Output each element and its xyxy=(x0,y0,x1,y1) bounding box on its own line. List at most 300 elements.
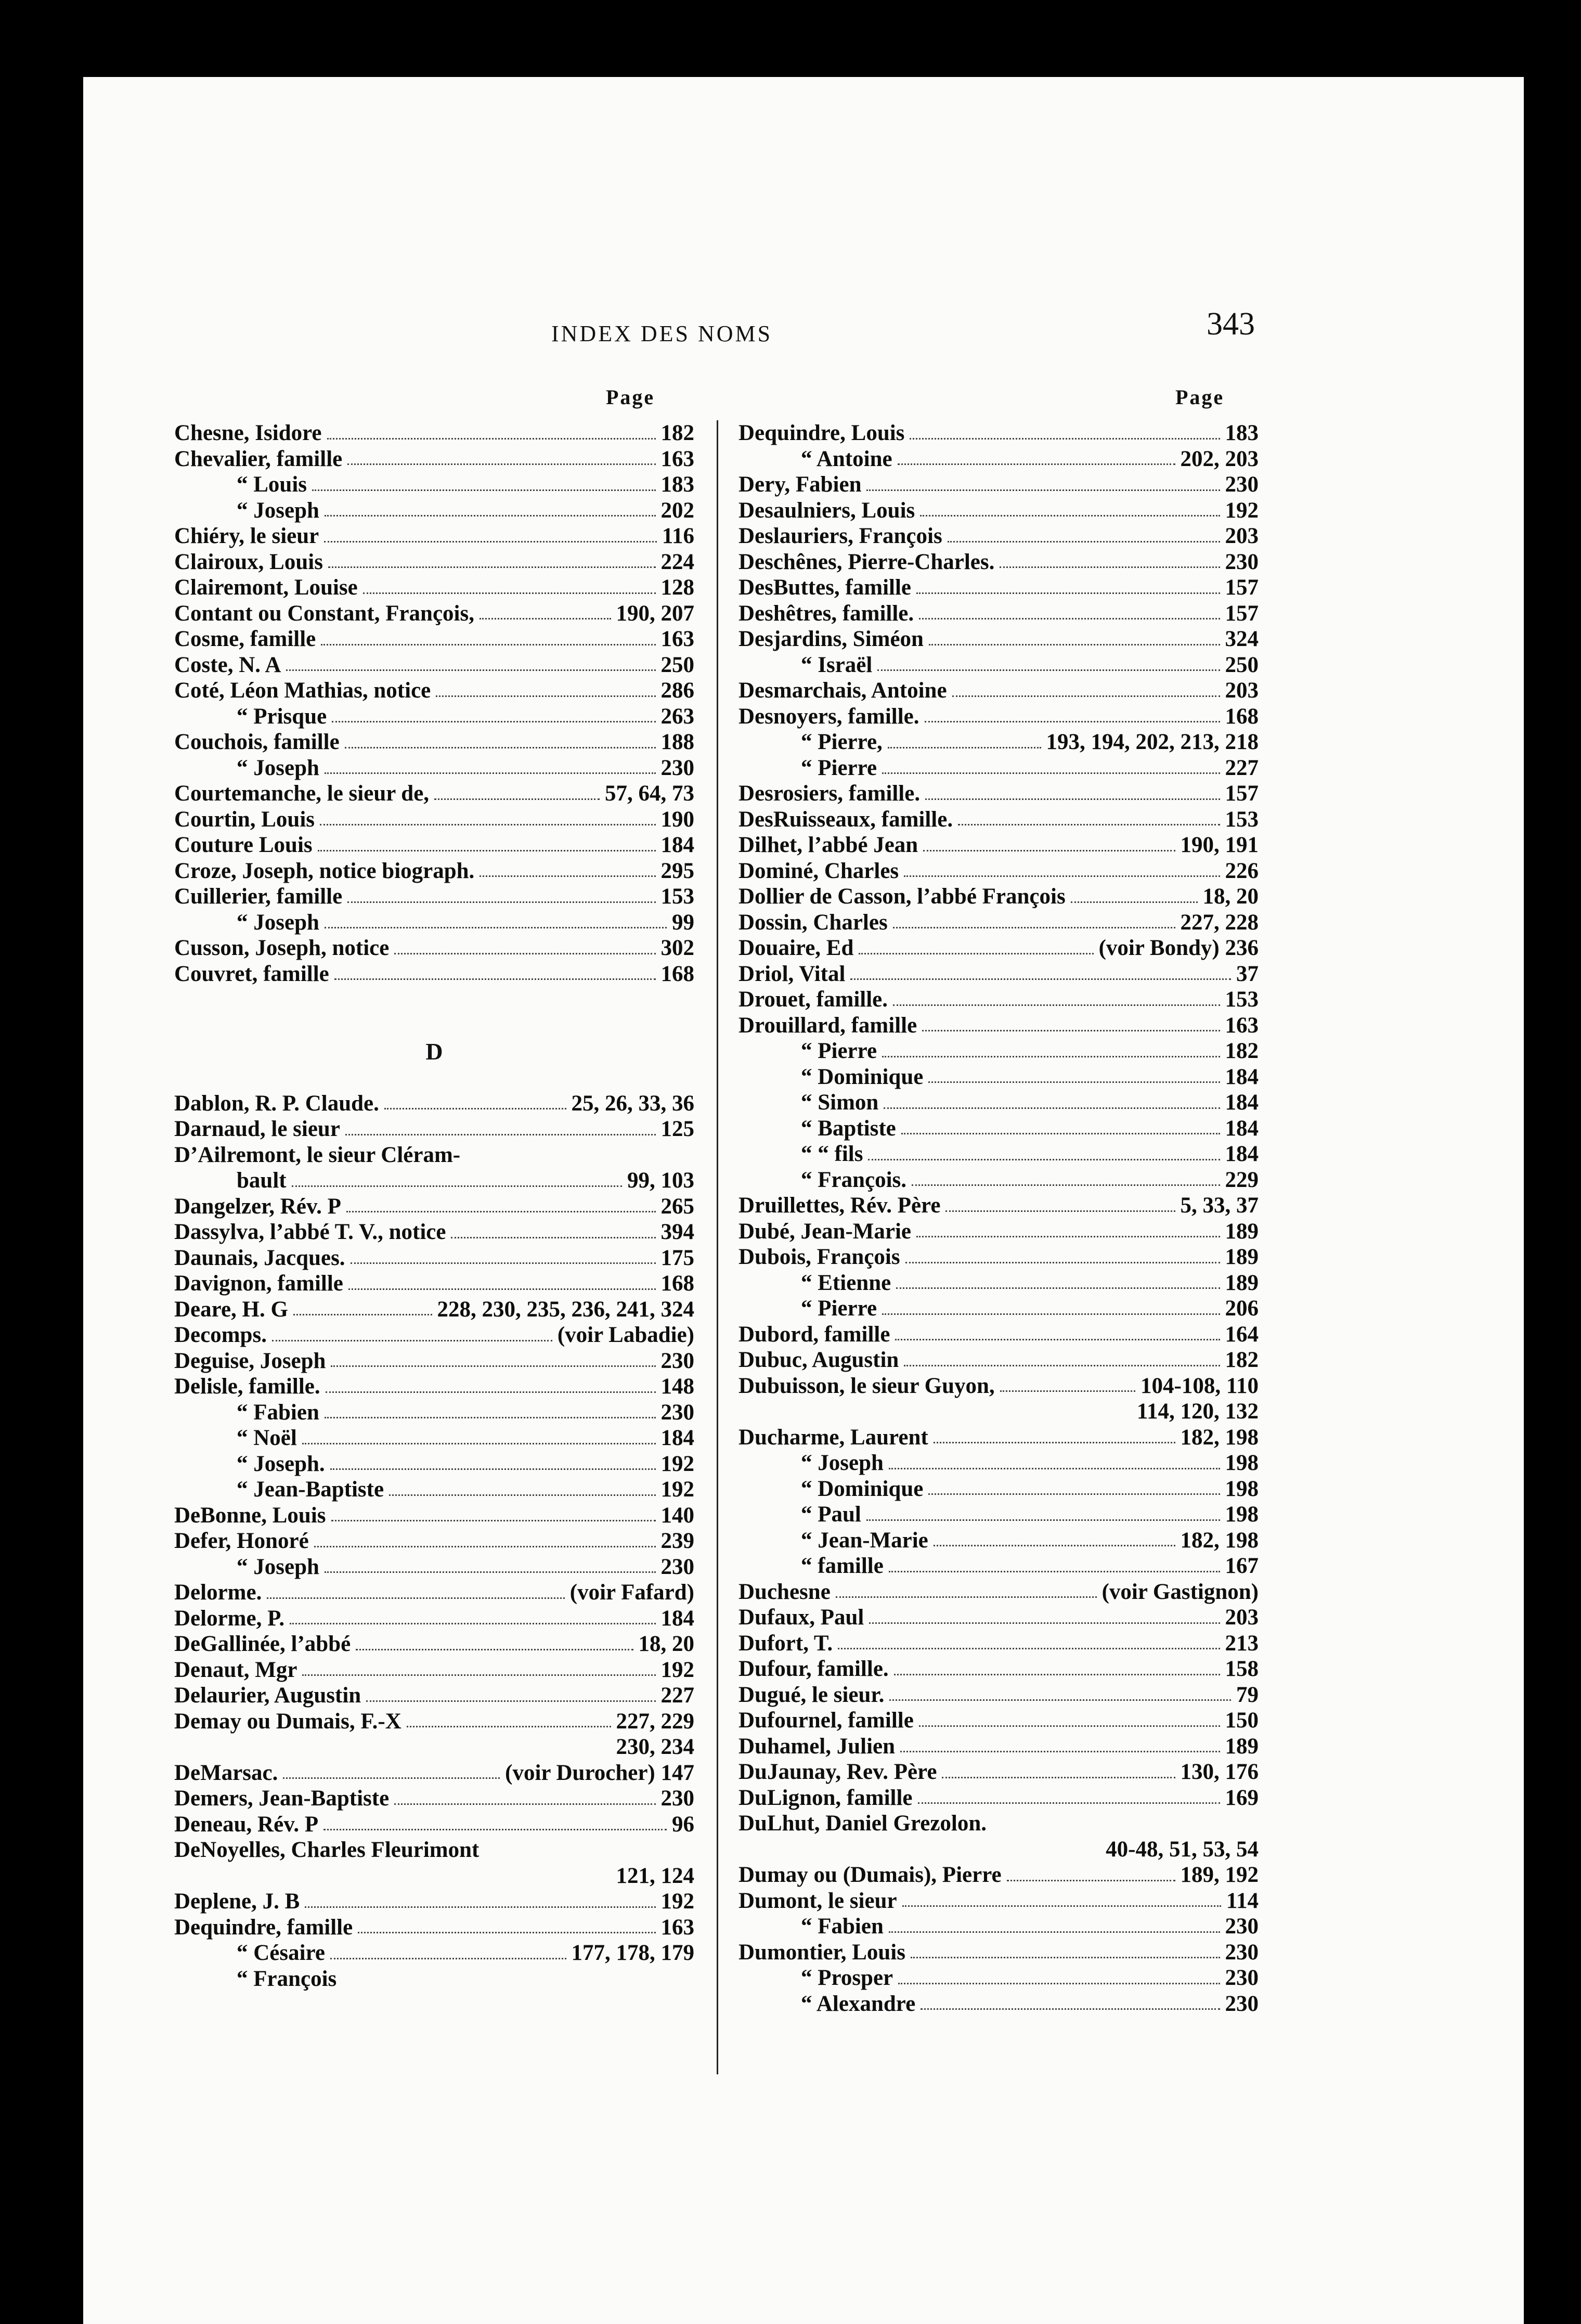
entry-page-ref: 188 xyxy=(660,730,694,754)
index-entry xyxy=(738,1064,1259,1090)
entry-name: “ “ fils xyxy=(801,1142,863,1166)
entry-name: Dubois, François xyxy=(738,1245,900,1269)
entry-page-ref: 263 xyxy=(660,704,694,729)
entry-page-ref: 184 xyxy=(660,1606,694,1631)
dot-leader xyxy=(889,1553,1220,1572)
entry-name: DeBonne, Louis xyxy=(174,1503,326,1528)
entry-page-ref: 157 xyxy=(1225,601,1259,626)
dot-leader xyxy=(351,1245,656,1264)
dot-leader xyxy=(330,1451,656,1470)
index-entry xyxy=(174,1374,694,1400)
entry-name: “ famille xyxy=(801,1554,884,1578)
entry-page-ref: 164 xyxy=(1225,1322,1259,1347)
entry-page-ref: 230 xyxy=(1225,1991,1259,2016)
index-entry xyxy=(738,472,1259,498)
entry-name: “ Dominique xyxy=(801,1476,924,1501)
entry-name: Dequindre, Louis xyxy=(738,421,905,445)
dot-leader xyxy=(283,1760,500,1779)
entry-page-ref: 25, 26, 33, 36 xyxy=(571,1091,694,1116)
running-header xyxy=(83,306,1524,368)
dot-leader xyxy=(942,1759,1175,1778)
dot-leader xyxy=(330,1940,566,1959)
entry-name: “ Baptiste xyxy=(801,1116,896,1141)
dot-leader xyxy=(877,652,1220,672)
dot-leader xyxy=(346,1194,656,1213)
dot-leader xyxy=(267,1580,564,1599)
entry-name: “ Etienne xyxy=(801,1270,891,1295)
dot-leader xyxy=(324,523,657,543)
dot-leader xyxy=(895,1322,1220,1341)
entry-name: Davignon, famille xyxy=(174,1271,343,1296)
entry-name: Darnaud, le sieur xyxy=(174,1117,340,1141)
index-entry xyxy=(174,1760,694,1786)
entry-page-ref: 230 xyxy=(1225,549,1259,574)
entry-name: Deneau, Rév. P xyxy=(174,1812,319,1837)
entry-name: Coste, N. A xyxy=(174,652,281,677)
entry-name: “ Pierre xyxy=(801,1039,877,1063)
index-entry xyxy=(174,1168,694,1194)
dot-leader xyxy=(934,1528,1175,1547)
dot-leader xyxy=(290,1606,655,1625)
index-entry xyxy=(174,729,694,755)
index-entry xyxy=(738,704,1259,730)
entry-page-ref: 203 xyxy=(1225,678,1259,703)
entry-name: Dilhet, l’abbé Jean xyxy=(738,833,918,857)
index-entry xyxy=(174,1889,694,1915)
dot-leader xyxy=(923,832,1175,851)
entry-name: “ Jean-Marie xyxy=(801,1528,928,1553)
dot-leader xyxy=(888,729,1041,748)
index-entry xyxy=(174,626,694,652)
dot-leader xyxy=(328,549,656,569)
entry-name: bault xyxy=(237,1168,287,1193)
entry-page-ref: 394 xyxy=(660,1220,694,1244)
entry-name: “ Pierre xyxy=(801,1296,877,1321)
index-entry xyxy=(174,1219,694,1245)
index-entry xyxy=(174,1271,694,1297)
dot-leader xyxy=(893,910,1175,929)
entry-name: Delisle, famille. xyxy=(174,1374,320,1399)
dot-leader xyxy=(866,1502,1220,1521)
entry-page-ref: 163 xyxy=(660,627,694,651)
entry-page-ref: 40-48, 51, 53, 54 xyxy=(1106,1837,1259,1862)
index-entry xyxy=(738,601,1259,627)
entry-page-ref: 182 xyxy=(1225,1039,1259,1063)
entry-page-ref: 37 xyxy=(1236,961,1259,986)
entry-page-ref: 192 xyxy=(660,1477,694,1502)
index-entry xyxy=(174,807,694,833)
entry-page-ref: 202 xyxy=(660,498,694,523)
index-entry xyxy=(174,420,694,446)
entry-page-ref: 189 xyxy=(1225,1219,1259,1244)
index-entry xyxy=(174,1091,694,1117)
dot-leader xyxy=(836,1579,1097,1598)
dot-leader xyxy=(347,884,655,903)
entry-name: Chiéry, le sieur xyxy=(174,524,319,548)
entry-page-ref: 5, 33, 37 xyxy=(1180,1193,1259,1218)
entry-name: Dubord, famille xyxy=(738,1322,890,1347)
entry-name: Dufour, famille. xyxy=(738,1657,889,1681)
entry-name: Dery, Fabien xyxy=(738,472,862,497)
entry-name: “ Noël xyxy=(237,1426,297,1450)
entry-page-ref: 150 xyxy=(1225,1708,1259,1733)
entry-page-ref: 228, 230, 235, 236, 241, 324 xyxy=(437,1297,694,1322)
entry-name: Clairoux, Louis xyxy=(174,549,323,574)
entry-page-ref: 184 xyxy=(660,833,694,857)
section-letter: D xyxy=(425,1038,443,1065)
dot-leader xyxy=(898,1965,1220,1984)
index-entry xyxy=(738,987,1259,1013)
dot-leader xyxy=(889,1682,1231,1701)
index-entry xyxy=(174,884,694,910)
entry-name: Dumay ou (Dumais), Pierre xyxy=(738,1863,1002,1887)
dot-leader xyxy=(366,1683,655,1702)
entry-name: Croze, Joseph, notice biograph. xyxy=(174,858,475,883)
index-entry xyxy=(738,1785,1259,1811)
entry-name: DuJaunay, Rev. Père xyxy=(738,1760,937,1784)
entry-name: “ Pierre, xyxy=(801,730,883,754)
entry-page-ref: 104-108, 110 xyxy=(1141,1373,1259,1398)
index-entry xyxy=(174,1812,694,1838)
right-page-column-heading: Page xyxy=(1175,385,1225,409)
index-entry xyxy=(738,1322,1259,1348)
dot-leader xyxy=(356,1631,633,1650)
entry-name: “ Fabien xyxy=(801,1914,884,1939)
entry-page-ref: 153 xyxy=(660,884,694,909)
entry-name: DeNoyelles, Charles Fleurimont xyxy=(174,1838,480,1862)
dot-leader xyxy=(394,1786,655,1805)
entry-page-ref: 114, 120, 132 xyxy=(1136,1399,1259,1424)
entry-name: Coté, Léon Mathias, notice xyxy=(174,678,431,703)
index-entry xyxy=(738,1862,1259,1888)
entry-name: Desmarchais, Antoine xyxy=(738,678,947,703)
entry-page-ref: 226 xyxy=(1225,858,1259,883)
index-entry xyxy=(174,1142,694,1168)
dot-leader xyxy=(451,1219,655,1238)
dot-leader xyxy=(347,446,655,466)
dot-leader xyxy=(384,1091,566,1110)
entry-page-ref: 230 xyxy=(660,1400,694,1425)
dot-leader xyxy=(312,472,655,491)
entry-name: Drouillard, famille xyxy=(738,1013,917,1038)
dot-leader xyxy=(900,1734,1220,1753)
entry-name: “ Louis xyxy=(237,472,307,497)
dot-leader xyxy=(866,472,1220,491)
entry-name: Ducharme, Laurent xyxy=(738,1425,928,1450)
index-entry xyxy=(174,472,694,498)
dot-leader xyxy=(272,1322,552,1341)
index-entry xyxy=(174,961,694,987)
dot-leader xyxy=(894,1656,1220,1675)
entry-name: “ Paul xyxy=(801,1502,861,1527)
entry-name: Demers, Jean-Baptiste xyxy=(174,1786,390,1811)
entry-name: Dumontier, Louis xyxy=(738,1940,905,1965)
entry-name: Contant ou Constant, François, xyxy=(174,601,474,626)
index-entry xyxy=(174,523,694,549)
index-entry xyxy=(174,1915,694,1941)
index-entry xyxy=(174,601,694,627)
dot-leader xyxy=(882,1038,1220,1057)
dot-leader xyxy=(325,1554,656,1573)
entry-page-ref: 167 xyxy=(1225,1554,1259,1578)
entry-name: Cusson, Joseph, notice xyxy=(174,936,390,960)
entry-page-ref: 130, 176 xyxy=(1180,1760,1259,1784)
entry-page-ref: 116 xyxy=(662,524,694,548)
dot-leader xyxy=(925,781,1220,800)
entry-name: “ Joseph xyxy=(801,1451,884,1475)
entry-name: DesRuisseaux, famille. xyxy=(738,807,953,832)
index-entry xyxy=(174,910,694,936)
entry-page-ref: 148 xyxy=(660,1374,694,1399)
entry-name: Daunais, Jacques. xyxy=(174,1245,345,1270)
entry-page-ref: 189 xyxy=(1225,1734,1259,1759)
dot-leader xyxy=(480,858,655,877)
index-entry xyxy=(738,1038,1259,1064)
entry-page-ref: 57, 64, 73 xyxy=(605,781,694,806)
dot-leader xyxy=(920,498,1220,517)
entry-page-ref: 250 xyxy=(660,652,694,677)
entry-page-ref: 18, 20 xyxy=(638,1632,694,1656)
entry-name: Demay ou Dumais, F.-X xyxy=(174,1709,401,1734)
entry-page-ref: 168 xyxy=(660,961,694,986)
index-entry xyxy=(738,1476,1259,1502)
index-entry xyxy=(738,1270,1259,1296)
entry-name: Dufournel, famille xyxy=(738,1708,914,1733)
dot-leader xyxy=(305,1889,655,1908)
index-entry xyxy=(174,1245,694,1271)
entry-page-ref: 157 xyxy=(1225,575,1259,600)
index-entry xyxy=(738,1811,1259,1837)
dot-leader xyxy=(934,1425,1175,1444)
entry-name: “ Simon xyxy=(801,1090,879,1115)
entry-name: D’Ailremont, le sieur Cléram- xyxy=(174,1142,461,1167)
entry-name: Drouet, famille. xyxy=(738,987,888,1012)
dot-leader xyxy=(869,1605,1220,1624)
dot-leader xyxy=(331,1503,656,1522)
index-entry xyxy=(174,498,694,524)
index-entry xyxy=(738,1605,1259,1631)
index-entry xyxy=(738,420,1259,446)
entry-name: Dequindre, famille xyxy=(174,1915,353,1940)
entry-name xyxy=(1074,1399,1137,1425)
index-entry xyxy=(738,446,1259,472)
index-entry xyxy=(738,1347,1259,1373)
entry-page-ref: (voir Fafard) xyxy=(569,1580,694,1605)
entry-page-ref: 128 xyxy=(660,575,694,600)
entry-page-ref: 230 xyxy=(1225,1914,1259,1939)
index-entry xyxy=(174,1194,694,1220)
entry-name: Deguise, Joseph xyxy=(174,1348,326,1373)
right-index-column xyxy=(738,420,1259,2017)
entry-page-ref: 182 xyxy=(660,421,694,445)
entry-name: Druillettes, Rév. Père xyxy=(738,1193,941,1218)
index-entry xyxy=(174,549,694,575)
index-entry xyxy=(738,1425,1259,1451)
entry-page-ref: 182, 198 xyxy=(1180,1528,1259,1553)
index-entry xyxy=(174,1400,694,1426)
entry-name: “ Prosper xyxy=(801,1966,893,1990)
dot-leader xyxy=(325,755,656,774)
dot-leader xyxy=(922,1013,1220,1032)
entry-page-ref: 163 xyxy=(1225,1013,1259,1038)
entry-page-ref: 182, 198 xyxy=(1180,1425,1259,1450)
index-entry xyxy=(738,935,1259,961)
entry-name: “ Joseph xyxy=(237,498,319,523)
dot-leader xyxy=(334,961,656,980)
index-entry xyxy=(738,884,1259,910)
index-entry xyxy=(738,523,1259,549)
entry-name: “ Israël xyxy=(801,652,873,677)
entry-page-ref: 190 xyxy=(660,807,694,832)
entry-page-ref: (voir Bondy) 236 xyxy=(1098,936,1259,960)
index-entry xyxy=(738,1296,1259,1322)
dot-leader xyxy=(882,1296,1220,1315)
dot-leader xyxy=(325,498,656,517)
dot-leader xyxy=(318,832,656,851)
index-entry xyxy=(174,446,694,472)
dot-leader xyxy=(889,1450,1220,1469)
index-entry xyxy=(738,1965,1259,1991)
dot-leader xyxy=(945,1193,1175,1212)
index-entry xyxy=(738,1991,1259,2017)
entry-page-ref: 227 xyxy=(660,1683,694,1708)
index-entry xyxy=(738,1141,1259,1167)
entry-page-ref: 157 xyxy=(1225,781,1259,806)
entry-page-ref: 183 xyxy=(1225,421,1259,445)
dot-leader xyxy=(925,704,1220,723)
entry-page-ref: 230 xyxy=(660,1348,694,1373)
entry-name: Delorme. xyxy=(174,1580,262,1605)
entry-name: “ Jean-Baptiste xyxy=(237,1477,384,1502)
entry-page-ref: 182 xyxy=(1225,1348,1259,1372)
index-entry xyxy=(174,1528,694,1554)
index-entry xyxy=(738,1116,1259,1142)
entry-name: “ François xyxy=(237,1966,337,1991)
dot-leader xyxy=(1007,1862,1175,1881)
index-entry xyxy=(174,1425,694,1451)
entry-name: Dufaux, Paul xyxy=(738,1605,864,1630)
entry-page-ref: 230, 234 xyxy=(616,1735,694,1759)
dot-leader xyxy=(325,1400,656,1419)
dot-leader xyxy=(348,1271,656,1290)
index-entry xyxy=(738,1837,1259,1863)
index-entry xyxy=(738,626,1259,652)
dot-leader xyxy=(896,1270,1220,1289)
index-entry xyxy=(174,1322,694,1348)
entry-page-ref: 184 xyxy=(1225,1116,1259,1141)
dot-leader xyxy=(889,1914,1220,1933)
index-entry xyxy=(174,1940,694,1966)
entry-name: Chevalier, famille xyxy=(174,446,343,471)
entry-name: Dablon, R. P. Claude. xyxy=(174,1091,379,1116)
dot-leader xyxy=(958,807,1220,826)
entry-page-ref: 184 xyxy=(660,1426,694,1450)
dot-leader xyxy=(327,420,656,440)
entry-name: “ Joseph xyxy=(237,910,319,935)
index-entry xyxy=(174,858,694,884)
entry-name: DeMarsac. xyxy=(174,1760,278,1785)
entry-name: Duchesne xyxy=(738,1579,831,1604)
index-entry xyxy=(174,1580,694,1606)
entry-name: Dassylva, l’abbé T. V., notice xyxy=(174,1220,446,1244)
index-entry xyxy=(738,1013,1259,1039)
dot-leader xyxy=(893,987,1220,1006)
entry-page-ref: 302 xyxy=(660,936,694,960)
index-entry xyxy=(174,1786,694,1812)
dot-leader xyxy=(859,935,1093,954)
dot-leader xyxy=(838,1631,1220,1650)
dot-leader xyxy=(1071,884,1198,903)
index-entry xyxy=(174,1451,694,1477)
entry-name: Dangelzer, Rév. P xyxy=(174,1194,341,1219)
entry-page-ref: 169 xyxy=(1225,1785,1259,1810)
entry-name: “ François. xyxy=(801,1167,907,1192)
entry-page-ref: 158 xyxy=(1225,1657,1259,1681)
entry-page-ref: 192 xyxy=(660,1451,694,1476)
entry-page-ref: 96 xyxy=(672,1812,694,1837)
dot-leader xyxy=(394,935,655,954)
entry-page-ref: 168 xyxy=(660,1271,694,1296)
index-entry xyxy=(174,1683,694,1709)
index-entry xyxy=(738,961,1259,987)
index-entry xyxy=(174,1606,694,1632)
page-number: 343 xyxy=(1207,306,1255,342)
index-entry xyxy=(174,781,694,807)
dot-leader xyxy=(323,1812,667,1831)
index-entry xyxy=(738,1708,1259,1734)
dot-leader xyxy=(345,729,656,748)
dot-leader xyxy=(928,1064,1220,1083)
index-entry xyxy=(738,729,1259,755)
entry-name: Chesne, Isidore xyxy=(174,421,322,445)
left-page-column-heading: Page xyxy=(606,385,655,409)
dot-leader xyxy=(911,1940,1220,1959)
entry-page-ref: 190, 191 xyxy=(1180,833,1259,857)
entry-name: “ Dominique xyxy=(801,1064,924,1089)
entry-name: Deshêtres, famille. xyxy=(738,601,914,626)
entry-name: Desrosiers, famille. xyxy=(738,781,921,806)
entry-name: Dufort, T. xyxy=(738,1631,833,1656)
entry-name xyxy=(554,1734,616,1760)
index-entry xyxy=(738,910,1259,936)
entry-page-ref: 286 xyxy=(660,678,694,703)
entry-name: Dominé, Charles xyxy=(738,858,899,883)
entry-name: Couvret, famille xyxy=(174,961,329,986)
dot-leader xyxy=(919,601,1220,620)
index-entry xyxy=(738,1373,1259,1399)
dot-leader xyxy=(929,626,1220,645)
index-entry xyxy=(738,575,1259,601)
entry-name: “ Joseph xyxy=(237,755,319,780)
entry-name: “ Joseph xyxy=(237,1554,319,1579)
entry-page-ref: 213 xyxy=(1225,1631,1259,1656)
index-entry xyxy=(174,1966,694,1992)
entry-name: Delorme, P. xyxy=(174,1606,285,1631)
dot-leader xyxy=(293,1297,432,1316)
dot-leader xyxy=(345,1116,656,1135)
dot-leader xyxy=(363,575,656,594)
index-entry xyxy=(174,1477,694,1503)
entry-page-ref: 183 xyxy=(660,472,694,497)
entry-page-ref: 230 xyxy=(1225,1966,1259,1990)
index-entry xyxy=(738,1579,1259,1605)
entry-name: Dumont, le sieur xyxy=(738,1888,897,1913)
entry-page-ref: 99, 103 xyxy=(627,1168,694,1193)
index-entry xyxy=(174,935,694,961)
entry-name: Driol, Vital xyxy=(738,961,846,986)
entry-name: Defer, Honoré xyxy=(174,1529,309,1553)
index-entry xyxy=(738,832,1259,858)
